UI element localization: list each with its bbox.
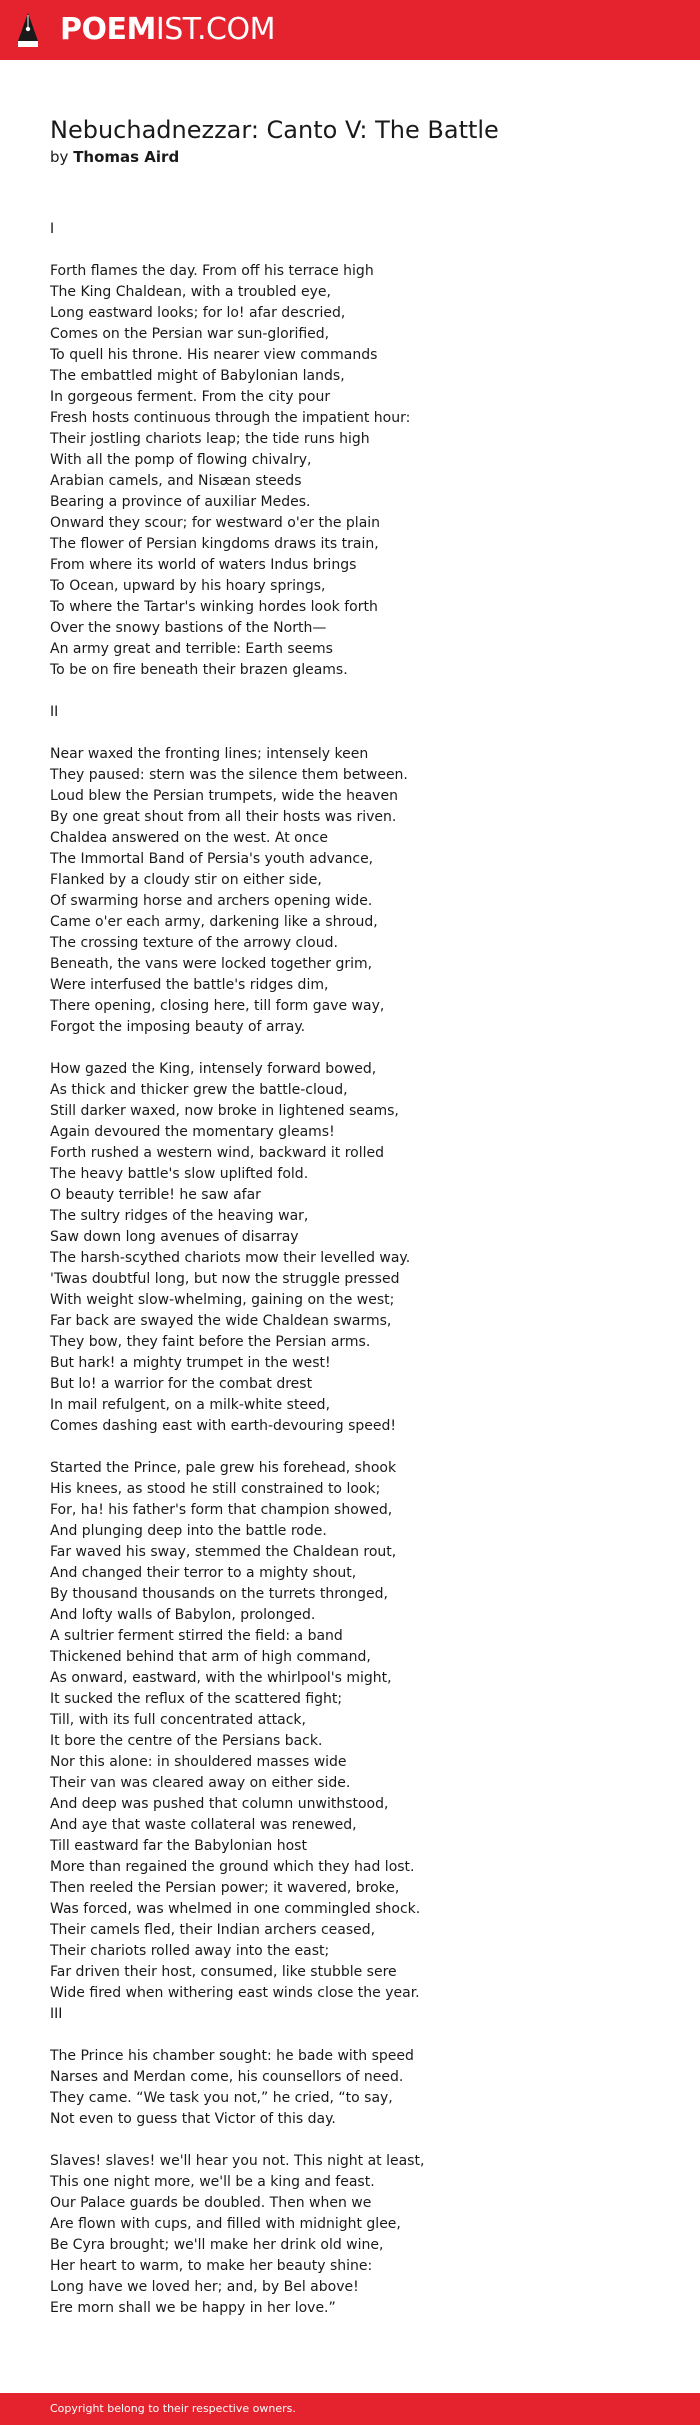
poem-line: Comes dashing east with earth-devouring speed! [50, 1418, 396, 1434]
poem-line: A sultrier ferment stirred the field: a band [50, 1628, 343, 1644]
poem-line: Their chariots rolled away into the east; [50, 1943, 330, 1959]
poem-line: To quell his throne. His nearer view commands [50, 347, 378, 363]
poem-line: But lo! a warrior for the combat drest [50, 1376, 313, 1392]
copyright-notice: Copyright belong to their respective owners. [50, 2402, 296, 2415]
poem-line: Flanked by a cloudy stir on either side, [50, 872, 322, 888]
poem-line: And changed their terror to a mighty shout, [50, 1565, 357, 1581]
poem-line: Near waxed the fronting lines; intensely keen [50, 746, 369, 762]
poem-line: But hark! a mighty trumpet in the west! [50, 1355, 331, 1371]
poem-line: The harsh-scythed chariots mow their levelled way. [50, 1250, 411, 1266]
poem-line: And plunging deep into the battle rode. [50, 1523, 327, 1539]
author-name[interactable]: Thomas Aird [73, 148, 180, 166]
stanza-gap [50, 1038, 670, 1059]
poem-line: They bow, they faint before the Persian arms. [50, 1334, 371, 1350]
poem-line: Long eastward looks; for lo! afar descried, [50, 305, 346, 321]
stanza-gap [50, 240, 670, 261]
poem-body [50, 219, 670, 2319]
poem-line: Still darker waxed, now broke in lightened seams, [50, 1103, 399, 1119]
poem-line: As onward, eastward, with the whirlpool's might, [50, 1670, 392, 1686]
poem-line: I [50, 221, 55, 237]
poem-line: The flower of Persian kingdoms draws its train, [50, 536, 379, 552]
poem-line: Was forced, was whelmed in one commingled shock. [50, 1901, 421, 1917]
poem-line: The Prince his chamber sought: he bade with speed [50, 2048, 414, 2064]
poem-line: Came o'er each army, darkening like a shroud, [50, 914, 378, 930]
poem-line: Of swarming horse and archers opening wide. [50, 893, 373, 909]
poem-line: The crossing texture of the arrowy cloud. [50, 935, 338, 951]
poem-line: With all the pomp of flowing chivalry, [50, 452, 312, 468]
poem-line: Till eastward far the Babylonian host [50, 1838, 307, 1854]
poem-line: Again devoured the momentary gleams! [50, 1124, 335, 1140]
poem-line: More than regained the ground which they had lost. [50, 1859, 415, 1875]
poem-line: As thick and thicker grew the battle-cloud, [50, 1082, 348, 1098]
poem-line: Are flown with cups, and filled with midnight glee, [50, 2216, 401, 2232]
poem-line: And aye that waste collateral was renewed, [50, 1817, 357, 1833]
poem-line: Comes on the Persian war sun-glorified, [50, 326, 330, 342]
poem-line: The heavy battle's slow uplifted fold. [50, 1166, 309, 1182]
poem-line: With weight slow-whelming, gaining on the west; [50, 1292, 395, 1308]
poem-line: They came. “We task you not,” he cried, “to say, [50, 2090, 393, 2106]
poem-line: Long have we loved her; and, by Bel above! [50, 2279, 359, 2295]
poem-line: Were interfused the battle's ridges dim, [50, 977, 329, 993]
poem-line: Far driven their host, consumed, like stubble sere [50, 1964, 397, 1980]
poem-line: Over the snowy bastions of the North— [50, 620, 327, 636]
poem-line: Their camels fled, their Indian archers ceased, [50, 1922, 376, 1938]
poem-line: And lofty walls of Babylon, prolonged. [50, 1607, 316, 1623]
poem-line: Started the Prince, pale grew his forehead, shook [50, 1460, 397, 1476]
poem-line: Thickened behind that arm of high command, [50, 1649, 371, 1665]
stanza-gap [50, 2025, 670, 2046]
poem-line: His knees, as stood he still constrained to look; [50, 1481, 381, 1497]
poem-line: Till, with its full concentrated attack, [50, 1712, 306, 1728]
poem-line: Their jostling chariots leap; the tide runs high [50, 431, 370, 447]
logo-bold-text: POEM [60, 12, 156, 47]
poem-line: The Immortal Band of Persia's youth advance, [50, 851, 374, 867]
poem-line: The sultry ridges of the heaving war, [50, 1208, 309, 1224]
poem-line: Bearing a province of auxiliar Medes. [50, 494, 311, 510]
poem-line: The embattled might of Babylonian lands, [50, 368, 345, 384]
poem-line: II [50, 704, 59, 720]
poem-line: This one night more, we'll be a king and feast. [50, 2174, 375, 2190]
poem-line: And deep was pushed that column unwithstood, [50, 1796, 389, 1812]
poem-line: Ere morn shall we be happy in her love.” [50, 2300, 336, 2316]
poem-line: Arabian camels, and Nisæan steeds [50, 473, 302, 489]
poem-line: Their van was cleared away on either side. [50, 1775, 351, 1791]
poem-line: Saw down long avenues of disarray [50, 1229, 299, 1245]
poem-line: Fresh hosts continuous through the impatient hour: [50, 410, 411, 426]
stanza-gap [50, 681, 670, 702]
poem-line: An army great and terrible: Earth seems [50, 641, 333, 657]
poem-line: Then reeled the Persian power; it wavered, broke, [50, 1880, 400, 1896]
poem-line: To be on fire beneath their brazen gleams. [50, 662, 348, 678]
site-header [0, 0, 700, 60]
poem-line: Slaves! slaves! we'll hear you not. This night at least, [50, 2153, 425, 2169]
pen-nib-logo-icon[interactable] [16, 11, 40, 49]
by-label: by [50, 148, 69, 166]
poem-line: Be Cyra brought; we'll make her drink old wine, [50, 2237, 384, 2253]
poem-line: To Ocean, upward by his hoary springs, [50, 578, 326, 594]
poem-line: Loud blew the Persian trumpets, wide the heaven [50, 788, 398, 804]
poem-line: Wide fired when withering east winds close the year. [50, 1985, 420, 2001]
stanza-gap [50, 2130, 670, 2151]
poem-line: Beneath, the vans were locked together grim, [50, 956, 373, 972]
site-logo[interactable] [60, 13, 275, 47]
poem-line: Our Palace guards be doubled. Then when we [50, 2195, 372, 2211]
poem-line: Forgot the imposing beauty of array. [50, 1019, 306, 1035]
poem-title: Nebuchadnezzar: Canto V: The Battle [50, 116, 499, 144]
stanza-gap [50, 723, 670, 744]
poem-line: It sucked the reflux of the scattered fight; [50, 1691, 343, 1707]
poem-line: They paused: stern was the silence them between. [50, 767, 408, 783]
poem-line: It bore the centre of the Persians back. [50, 1733, 323, 1749]
logo-rest-text: IST.COM [155, 12, 275, 47]
site-footer [0, 2393, 700, 2425]
poem-line: Chaldea answered on the west. At once [50, 830, 328, 846]
poem-line: To where the Tartar's winking hordes look forth [50, 599, 378, 615]
poem-line: Not even to guess that Victor of this day. [50, 2111, 336, 2127]
poem-line: The King Chaldean, with a troubled eye, [50, 284, 331, 300]
poem-line: For, ha! his father's form that champion showed, [50, 1502, 393, 1518]
poem-line: By one great shout from all their hosts was riven. [50, 809, 397, 825]
poem-line: Onward they scour; for westward o'er the plain [50, 515, 381, 531]
poem-line: O beauty terrible! he saw afar [50, 1187, 261, 1203]
byline [50, 147, 179, 167]
poem-line: Far waved his sway, stemmed the Chaldean rout, [50, 1544, 397, 1560]
poem-line: Nor this alone: in shouldered masses wide [50, 1754, 347, 1770]
poem-line: Forth flames the day. From off his terrace high [50, 263, 374, 279]
poem-line: How gazed the King, intensely forward bowed, [50, 1061, 377, 1077]
stanza-gap [50, 1437, 670, 1458]
poem-line: From where its world of waters Indus brings [50, 557, 357, 573]
poem-line: Forth rushed a western wind, backward it rolled [50, 1145, 385, 1161]
poem-line: There opening, closing here, till form gave way, [50, 998, 385, 1014]
poem-line: III [50, 2006, 63, 2022]
poem-line: Far back are swayed the wide Chaldean swarms, [50, 1313, 392, 1329]
poem-line: By thousand thousands on the turrets thronged, [50, 1586, 388, 1602]
poem-line: Her heart to warm, to make her beauty shine: [50, 2258, 373, 2274]
poem-line: Narses and Merdan come, his counsellors of need. [50, 2069, 404, 2085]
poem-line: In mail refulgent, on a milk-white steed, [50, 1397, 331, 1413]
poem-line: In gorgeous ferment. From the city pour [50, 389, 331, 405]
poem-line: 'Twas doubtful long, but now the struggle pressed [50, 1271, 400, 1287]
